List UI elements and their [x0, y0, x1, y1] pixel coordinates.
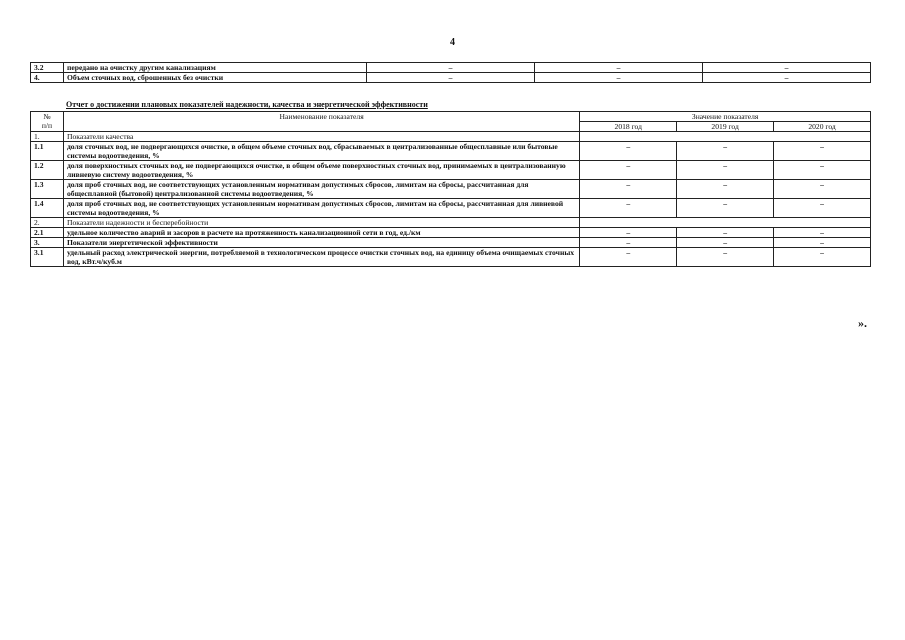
row-value: –: [535, 73, 703, 83]
row-number: 2.: [31, 218, 64, 228]
row-value: –: [580, 199, 677, 218]
row-value: –: [367, 73, 535, 83]
row-value: –: [774, 142, 871, 161]
row-value: –: [677, 161, 774, 180]
row-value: –: [580, 142, 677, 161]
header-row: [31, 112, 871, 122]
row-value: –: [703, 73, 871, 83]
row-name: доля поверхностных сточных вод, не подвергающихся очистке, в общем объеме поверхностных сточных вод, принимаемых в централизованную ливневую систему водоотведения, %: [63, 161, 579, 180]
table-row: [31, 180, 871, 199]
row-value: –: [677, 238, 774, 248]
table-row: [31, 161, 871, 180]
row-number: 4.: [31, 73, 64, 83]
header-name: Наименование показателя: [63, 112, 579, 132]
row-value: –: [580, 228, 677, 238]
table-row: [31, 142, 871, 161]
row-number: 2.1: [31, 228, 64, 238]
row-value: –: [774, 180, 871, 199]
row-value: –: [774, 228, 871, 238]
top-table: [30, 62, 871, 83]
header-num-line1: №: [43, 112, 51, 121]
row-value: –: [535, 63, 703, 73]
row-value: –: [774, 238, 871, 248]
table-row: [31, 199, 871, 218]
row-value: –: [774, 248, 871, 267]
row-value: –: [774, 199, 871, 218]
header-value-group: Значение показателя: [580, 112, 871, 122]
row-number: 3.2: [31, 63, 64, 73]
header-year: 2020 год: [774, 122, 871, 132]
row-name: удельный расход электрической энергии, потребляемой в технологическом процессе очистки сточных вод, на единицу объема очищаемых сточных вод, кВт.ч/куб.м: [63, 248, 579, 267]
row-number: 1.1: [31, 142, 64, 161]
header-num: [31, 112, 64, 132]
row-value: –: [367, 63, 535, 73]
row-empty-values: [580, 132, 871, 142]
row-value: –: [580, 248, 677, 267]
row-name: Показатели качества: [63, 132, 579, 142]
row-name: Показатели надежности и бесперебойности: [63, 218, 579, 228]
row-number: 1.4: [31, 199, 64, 218]
closing-mark: ».: [858, 316, 867, 330]
row-name: Показатели энергетической эффективности: [63, 238, 579, 248]
page-number: 4: [450, 37, 455, 48]
row-empty-values: [580, 218, 871, 228]
header-num-line2: п/п: [41, 121, 53, 130]
row-name: доля сточных вод, не подвергающихся очистке, в общем объеме сточных вод, сбрасываемых в централизованные общесплавные или бытовые системы водоотведения, %: [63, 142, 579, 161]
table-row: [31, 63, 871, 73]
row-value: –: [677, 199, 774, 218]
row-name: передано на очистку другим канализациям: [64, 63, 367, 73]
row-value: –: [677, 228, 774, 238]
row-value: –: [774, 161, 871, 180]
indicators-table: [30, 111, 871, 267]
table-row: [31, 218, 871, 228]
header-year: 2018 год: [580, 122, 677, 132]
report-title: Отчет о достижении плановых показателей надежности, качества и энергетической эффективности: [66, 100, 428, 109]
row-number: 3.1: [31, 248, 64, 267]
row-value: –: [580, 180, 677, 199]
row-value: –: [580, 161, 677, 180]
row-value: –: [580, 238, 677, 248]
table-row: [31, 238, 871, 248]
row-number: 1.2: [31, 161, 64, 180]
row-name: доля проб сточных вод, не соответствующих установленным нормативам допустимых сбросов, лимитам на сбросы, рассчитанная для ливневой системы водоотведения, %: [63, 199, 579, 218]
table-row: [31, 73, 871, 83]
row-value: –: [703, 63, 871, 73]
row-name: удельное количество аварий и засоров в расчете на протяженность канализационной сети в год, ед./км: [63, 228, 579, 238]
row-number: 3.: [31, 238, 64, 248]
row-value: –: [677, 248, 774, 267]
row-number: 1.: [31, 132, 64, 142]
table-row: [31, 228, 871, 238]
row-value: –: [677, 142, 774, 161]
table-row: [31, 248, 871, 267]
row-value: –: [677, 180, 774, 199]
row-number: 1.3: [31, 180, 64, 199]
row-name: доля проб сточных вод, не соответствующих установленным нормативам допустимых сбросов, лимитам на сбросы, рассчитанная для общесплавной (бытовой) централизованной системы водоотведения, %: [63, 180, 579, 199]
table-row: [31, 132, 871, 142]
header-year: 2019 год: [677, 122, 774, 132]
row-name: Объем сточных вод, сброшенных без очистки: [64, 73, 367, 83]
